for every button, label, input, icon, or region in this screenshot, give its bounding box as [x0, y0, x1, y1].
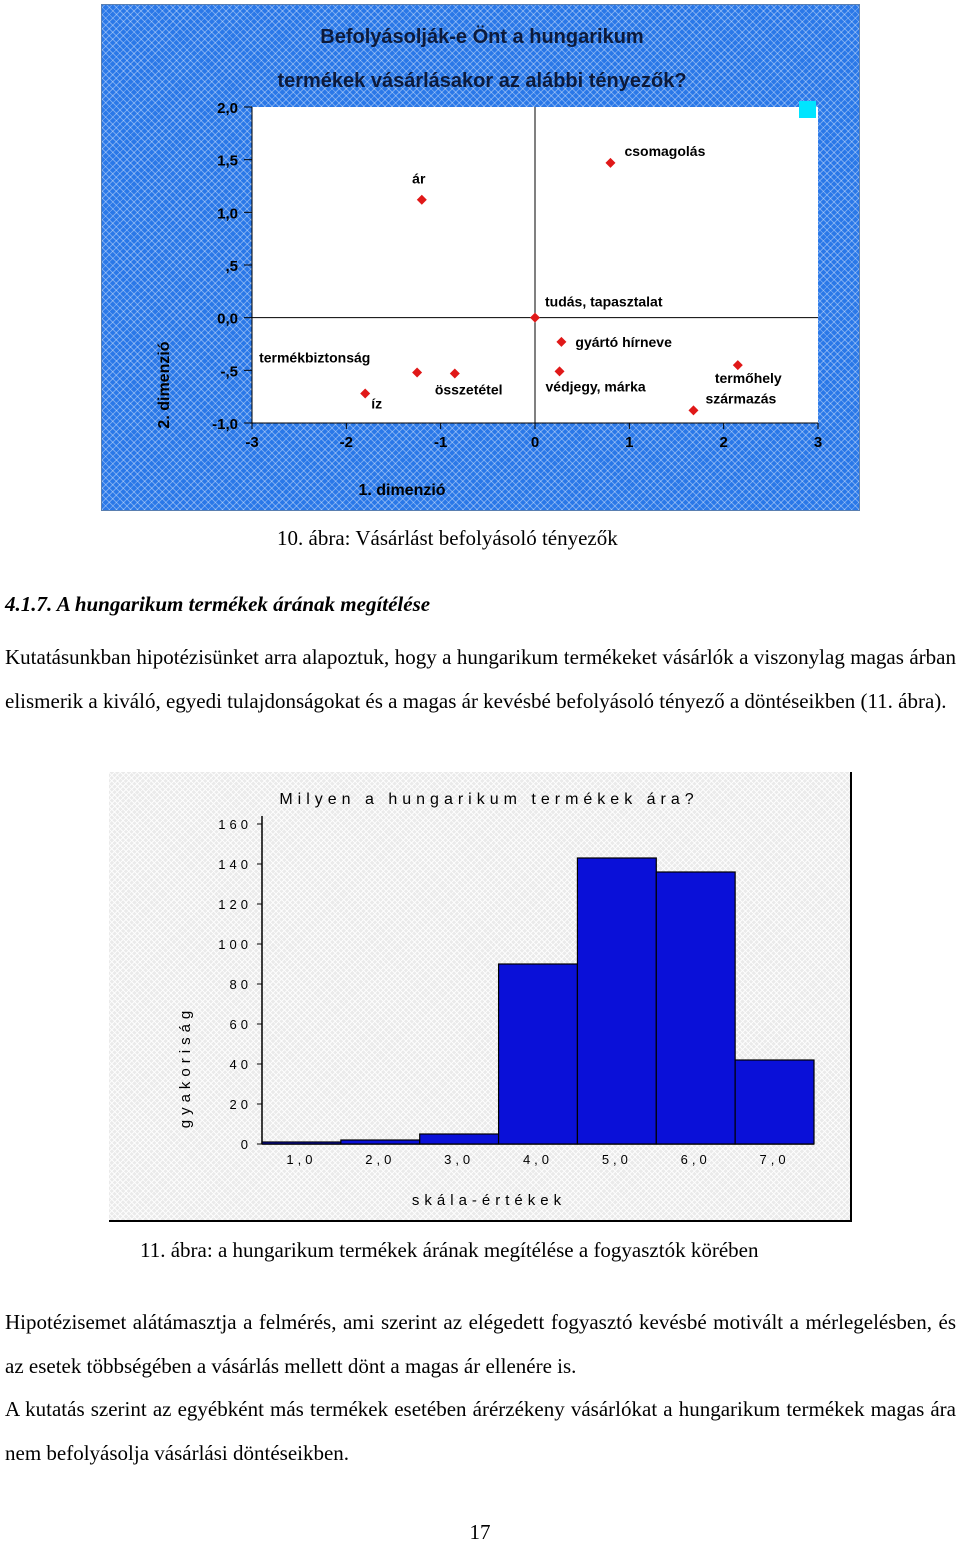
chart-title-line2: termékek vásárlásakor az alábbi tényezők?	[277, 70, 687, 92]
figure-dimension-chart	[101, 4, 860, 511]
data-point-label: összetétel	[434, 381, 503, 398]
bar-y-axis-label: gyakoriság	[177, 1005, 194, 1129]
data-point-label: származás	[705, 390, 777, 407]
histogram-bar	[577, 858, 656, 1144]
histogram-bar	[499, 964, 578, 1144]
bar-y-tick-label: 0	[240, 1137, 252, 1152]
y-tick-label: 2,0	[217, 100, 238, 117]
legend-square	[799, 101, 816, 118]
histogram-bar	[735, 1060, 814, 1144]
bar-y-tick-label: 80	[229, 977, 252, 992]
y-tick-label: 1,5	[217, 152, 238, 170]
bar-y-tick-label: 100	[218, 937, 252, 952]
bar-y-tick-label: 160	[218, 817, 252, 832]
y-tick-label: -1,0	[212, 416, 238, 433]
x-tick-label: 3	[813, 434, 823, 451]
scatter-plot-svg	[102, 5, 859, 510]
bar-chart-title: Milyen a hungarikum termékek ára?	[279, 791, 699, 808]
paragraph-2: Hipotézisemet alátámasztja a felmérés, ami szerint az elégedett fogyasztó kevésbé motivált a mérlegelésben, és az esetek többségében a vásárlás mellett dönt a magas ár ellenére is.	[5, 1310, 956, 1378]
data-point-label: termékbiztonság	[259, 349, 371, 366]
paragraph-3: A kutatás szerint az egyébként más termékek esetében árérzékeny vásárlókat a hungarikum termékek magas ára nem befolyásolja vásárlási döntéseikben.	[5, 1397, 956, 1465]
y-tick-label: 1,0	[217, 205, 238, 223]
histogram-bar	[656, 872, 735, 1144]
x-tick-label: -1	[433, 434, 448, 451]
x-tick-label: -3	[245, 434, 259, 451]
x-tick-label: 0	[530, 434, 540, 451]
bar-x-tick-label: 4,0	[522, 1152, 554, 1167]
paragraph-1: Kutatásunkban hipotézisünket arra alapoztuk, hogy a hungarikum termékeket vásárlók a viszonylag magas árban elismerik a kiváló, egyedi tulajdonságokat és a magas ár kevésbé befolyásoló tényező a döntéseikben (11. ábra).	[5, 645, 956, 713]
x-tick-label: 2	[719, 434, 728, 451]
figure2-caption: 11. ábra: a hungarikum termékek árának megítélése a fogyasztók körében	[140, 1238, 759, 1262]
bar-x-tick-label: 2,0	[365, 1152, 396, 1167]
histogram-bar	[262, 1142, 341, 1144]
bar-y-tick-label: 140	[218, 857, 252, 872]
bar-x-tick-label: 1,0	[286, 1152, 317, 1167]
bar-y-tick-label: 60	[229, 1017, 252, 1032]
data-point-label: csomagolás	[624, 142, 706, 159]
y-tick-label: -,5	[220, 363, 238, 381]
bar-chart-svg	[109, 772, 850, 1220]
x-tick-label: 1	[625, 434, 634, 451]
bar-x-tick-label: 3,0	[444, 1152, 475, 1167]
chart-title-line1: Befolyásolják-e Önt a hungarikum	[320, 26, 644, 48]
bar-x-tick-label: 5,0	[601, 1152, 632, 1167]
y-tick-label: ,5	[225, 258, 238, 275]
figure-price-histogram	[109, 772, 852, 1222]
y-tick-label: 0,0	[217, 310, 238, 328]
data-point-label: termőhely	[714, 370, 782, 387]
bar-y-tick-label: 120	[218, 897, 252, 912]
data-point-label: tudás, tapasztalat	[545, 293, 663, 310]
histogram-bar	[420, 1134, 499, 1144]
bar-y-tick-label: 20	[229, 1097, 252, 1112]
bar-y-tick-label: 40	[229, 1057, 252, 1072]
bar-x-axis-label: skála-értékek	[411, 1192, 567, 1209]
data-point-label: gyártó hírneve	[575, 333, 672, 350]
section-heading: 4.1.7. A hungarikum termékek árának megítélése	[5, 592, 431, 616]
data-point-label: íz	[371, 395, 383, 412]
y-axis-label: 2. dimenzió	[156, 341, 173, 429]
bar-x-tick-label: 7,0	[759, 1152, 790, 1167]
data-point-label: védjegy, márka	[545, 378, 646, 395]
figure1-caption: 10. ábra: Vásárlást befolyásoló tényezők	[277, 526, 618, 550]
data-point-label: ár	[412, 170, 426, 187]
histogram-bar	[341, 1140, 420, 1144]
x-axis-label: 1. dimenzió	[358, 482, 446, 499]
bar-x-tick-label: 6,0	[680, 1152, 711, 1167]
x-tick-label: -2	[339, 434, 354, 451]
bars-layer	[262, 858, 814, 1144]
page-number: 17	[469, 1520, 491, 1544]
